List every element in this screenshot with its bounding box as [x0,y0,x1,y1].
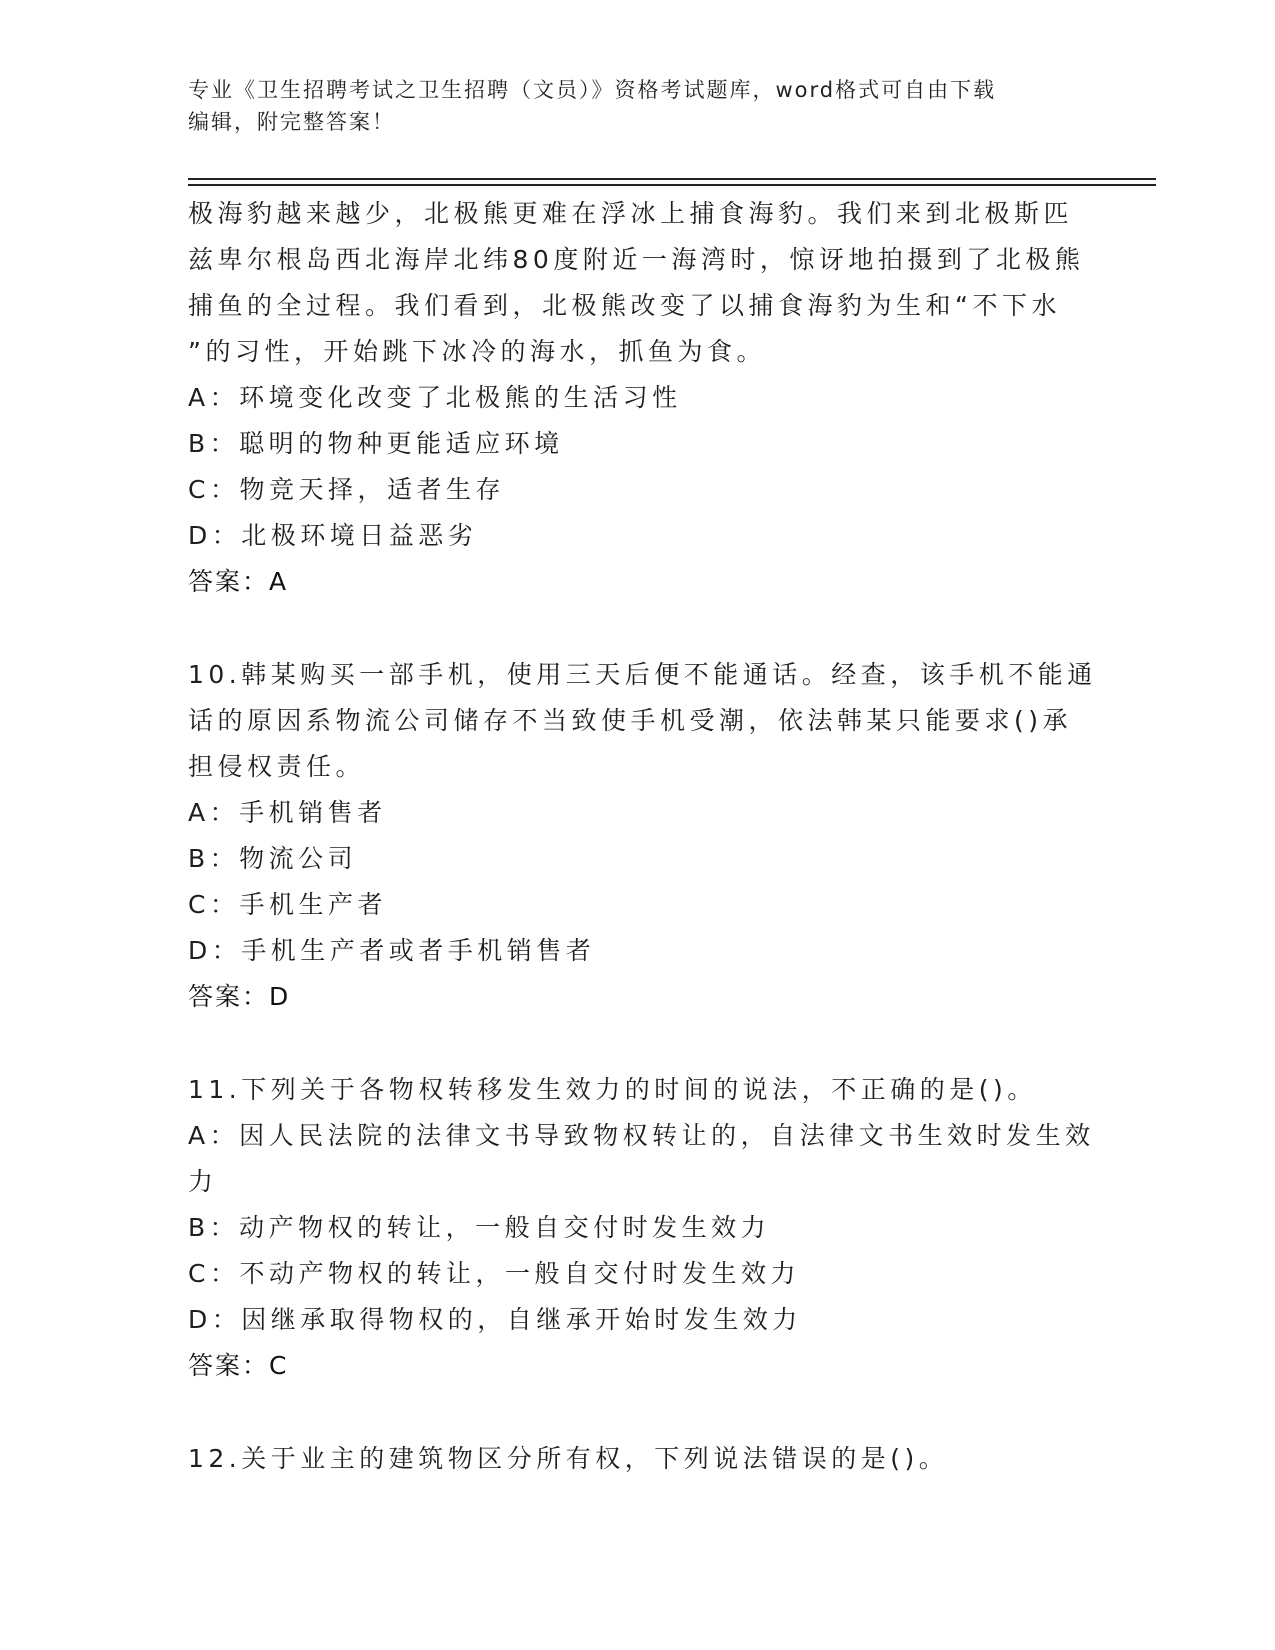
question-stem-line: 话的原因系物流公司储存不当致使手机受潮，依法韩某只能要求()承 [188,706,1073,735]
header-line-1: 专业《卫生招聘考试之卫生招聘（文员）》资格考试题库，word格式可自由下载 [188,78,997,102]
question-11 [188,1067,1095,1389]
option-b: B：动产物权的转让，一般自交付时发生效力 [188,1213,771,1242]
option-b: B：物流公司 [188,844,358,873]
question-stem-line: 兹卑尔根岛西北海岸北纬80度附近一海湾时，惊讶地拍摄到了北极熊 [188,245,1085,274]
question-stem-line: 担侵权责任。 [188,752,366,781]
question-stem-line: ”的习性，开始跳下冰冷的海水，抓鱼为食。 [188,337,766,366]
question-stem-line: 捕鱼的全过程。我们看到，北极熊改变了以捕食海豹为生和“不下水 [188,291,1061,320]
option-a: A：环境变化改变了北极熊的生活习性 [188,383,682,412]
option-c: C：不动产物权的转让，一般自交付时发生效力 [188,1259,800,1288]
spacer [188,1020,1088,1067]
spacer [188,605,1088,652]
option-b: B：聪明的物种更能适应环境 [188,429,564,458]
question-12 [188,1436,1088,1482]
option-a-continued: 力 [188,1167,218,1196]
answer-line: 答案：D [188,982,291,1011]
question-stem-line: 极海豹越来越少，北极熊更难在浮冰上捕食海豹。我们来到北极斯匹 [188,199,1074,228]
document-header [188,74,1088,138]
option-d: D：因继承取得物权的，自继承开始时发生效力 [188,1305,802,1334]
question-10 [188,652,1097,1020]
answer-line: 答案：C [188,1351,289,1380]
spacer [188,1389,1088,1436]
option-a: A：因人民法院的法律文书导致物权转让的，自法律文书生效时发生效 [188,1121,1095,1150]
question-9 [188,191,1088,605]
option-d: D：北极环境日益恶劣 [188,521,478,550]
option-c: C：物竞天择，适者生存 [188,475,505,504]
option-d: D：手机生产者或者手机销售者 [188,936,596,965]
header-divider-top [188,178,1156,180]
question-stem-line: 12.关于业主的建筑物区分所有权，下列说法错误的是()。 [188,1444,949,1473]
answer-line: 答案：A [188,567,289,596]
option-c: C：手机生产者 [188,890,387,919]
question-stem-line: 11.下列关于各物权转移发生效力的时间的说法，不正确的是()。 [188,1075,1037,1104]
option-a: A：手机销售者 [188,798,387,827]
document-body [188,191,1097,1482]
question-stem-line: 10.韩某购买一部手机，使用三天后便不能通话。经查，该手机不能通 [188,660,1097,689]
header-line-2: 编辑，附完整答案！ [188,110,395,134]
header-divider-bottom [188,184,1156,186]
